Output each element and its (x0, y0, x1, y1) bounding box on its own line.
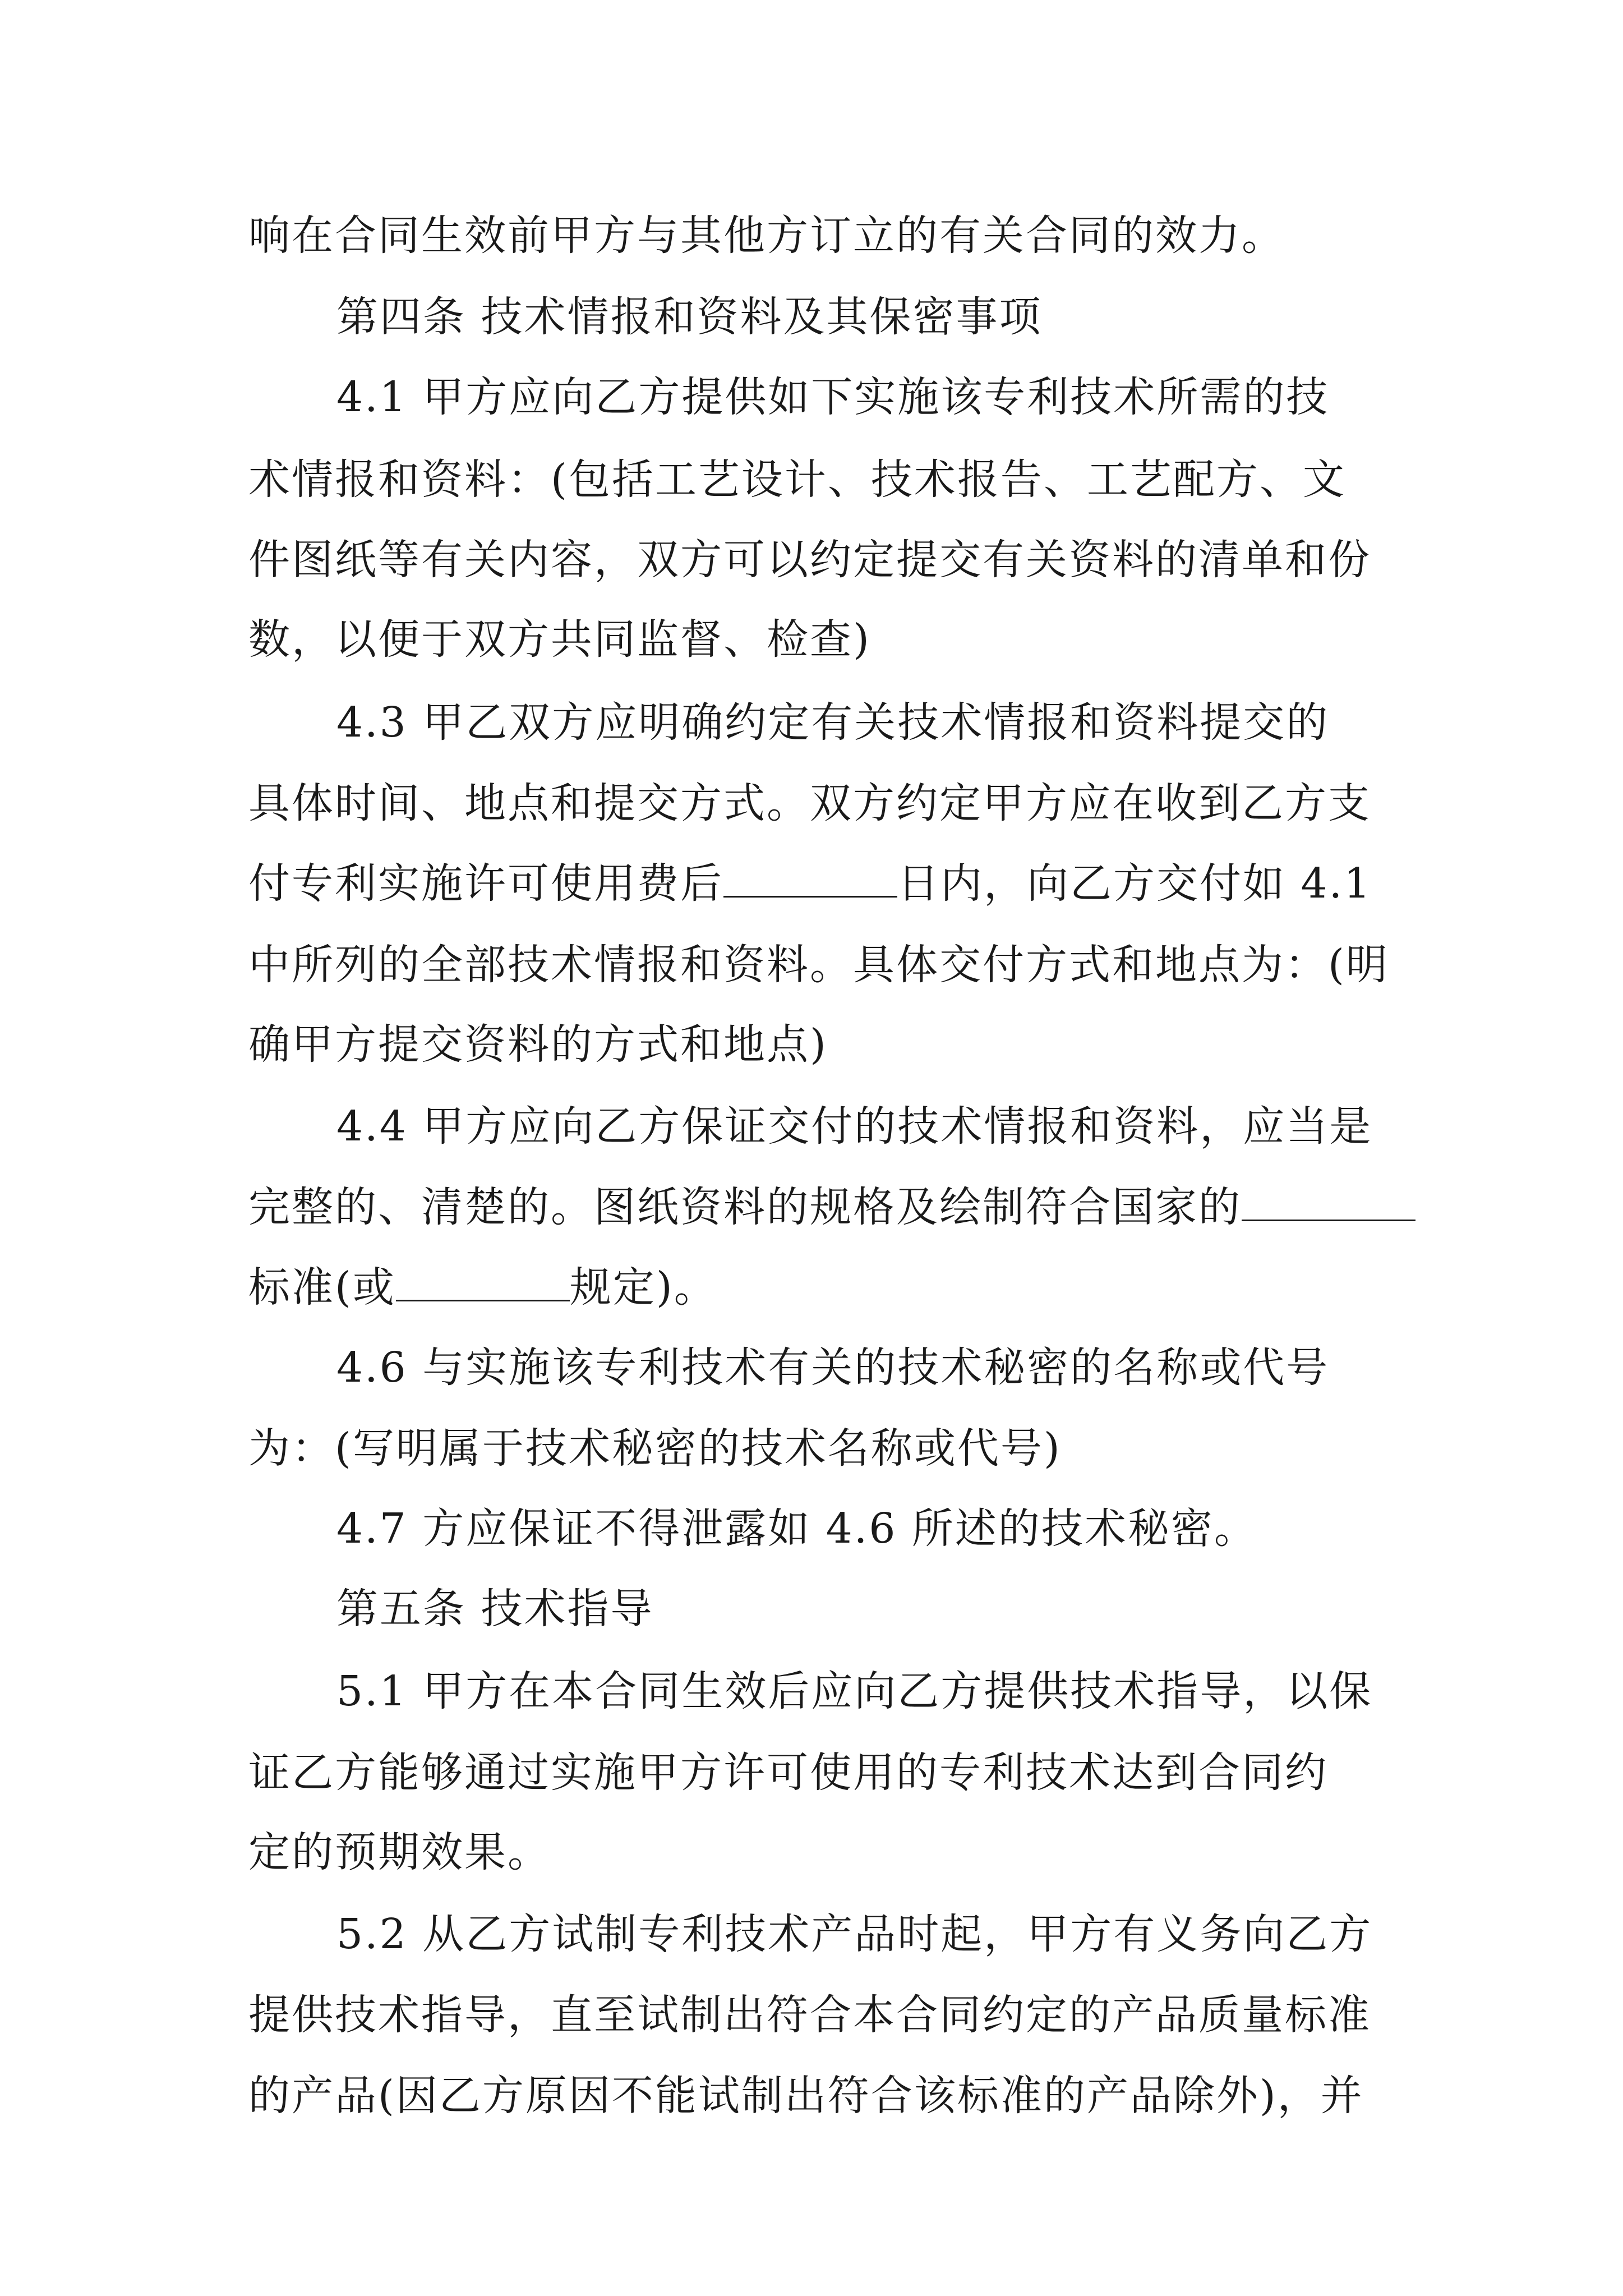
text-line (248, 775, 1371, 831)
text-line (248, 1179, 1415, 1235)
text-segment: 数，以便于双方共同监督、检查) (248, 615, 871, 664)
text-segment: 4.4 甲方应向乙方保证交付的技术情报和资料，应当是 (336, 1102, 1373, 1151)
text-line (248, 855, 1372, 912)
text-segment: 的产品(因乙方原因不能试制出符合该标准的产品除外)，并 (248, 2072, 1364, 2120)
text-segment: 完整的、清楚的。图纸资料的规格及绘制符合国家的 (248, 1183, 1242, 1231)
text-line (248, 937, 1389, 993)
text-line (336, 1501, 1257, 1557)
fill-in-blank (723, 857, 897, 898)
section-heading (336, 289, 1043, 345)
text-line (248, 532, 1371, 588)
text-line (336, 369, 1329, 425)
text-segment: 确甲方提交资料的方式和地点) (248, 1020, 828, 1069)
text-line (248, 1420, 1062, 1476)
text-segment: 第五条 技术指导 (336, 1585, 654, 1633)
text-segment: 术情报和资料：(包括工艺设计、技术报告、工艺配方、文 (248, 455, 1346, 504)
text-segment: 标准(或 (248, 1263, 396, 1312)
text-line (248, 1987, 1371, 2043)
text-line (336, 694, 1329, 751)
text-segment: 4.3 甲乙双方应明确约定有关技术情报和资料提交的 (336, 698, 1330, 747)
text-segment: 定的预期效果。 (248, 1828, 551, 1876)
text-segment: 4.7 方应保证不得泄露如 4.6 所述的技术秘密。 (336, 1504, 1257, 1553)
text-line (248, 208, 1285, 264)
text-line (336, 1906, 1372, 1962)
text-line (336, 1098, 1372, 1154)
text-line (336, 1663, 1372, 1719)
text-segment: 件图纸等有关内容，双方可以约定提交有关资料的清单和份 (248, 536, 1371, 584)
text-line (248, 1016, 828, 1073)
text-segment: 中所列的全部技术情报和资料。具体交付方式和地点为：(明 (248, 941, 1389, 989)
fill-in-blank (396, 1260, 570, 1301)
text-line (248, 1824, 551, 1880)
text-segment: 证乙方能够通过实施甲方许可使用的专利技术达到合同约 (248, 1749, 1328, 1797)
text-segment: 为：(写明属于技术秘密的技术名称或代号) (248, 1424, 1062, 1473)
text-segment: 4.6 与实施该专利技术有关的技术秘密的名称或代号 (336, 1343, 1330, 1392)
text-segment: 4.1 甲方应向乙方提供如下实施该专利技术所需的技 (336, 373, 1330, 421)
text-segment: 规定)。 (569, 1263, 717, 1312)
text-line (248, 452, 1346, 508)
text-line (248, 1259, 717, 1315)
section-heading (336, 1581, 654, 1637)
fill-in-blank (1242, 1180, 1415, 1221)
text-segment: 响在合同生效前甲方与其他方订立的有关合同的效力。 (248, 211, 1285, 260)
text-line (248, 611, 871, 668)
text-segment: 付专利实施许可使用费后 (248, 859, 723, 908)
text-line (336, 1340, 1329, 1396)
text-segment: 第四条 技术情报和资料及其保密事项 (336, 293, 1043, 341)
text-segment: 5.1 甲方在本合同生效后应向乙方提供技术指导，以保 (336, 1667, 1373, 1715)
text-line (248, 2068, 1364, 2124)
text-segment: 具体时间、地点和提交方式。双方约定甲方应在收到乙方支 (248, 779, 1371, 827)
text-line (248, 1745, 1328, 1801)
text-segment: 提供技术指导，直至试制出符合本合同约定的产品质量标准 (248, 1991, 1371, 2039)
text-segment: 5.2 从乙方试制专利技术产品时起，甲方有义务向乙方 (336, 1910, 1373, 1958)
text-segment: 日内，向乙方交付如 4.1 (897, 859, 1372, 908)
